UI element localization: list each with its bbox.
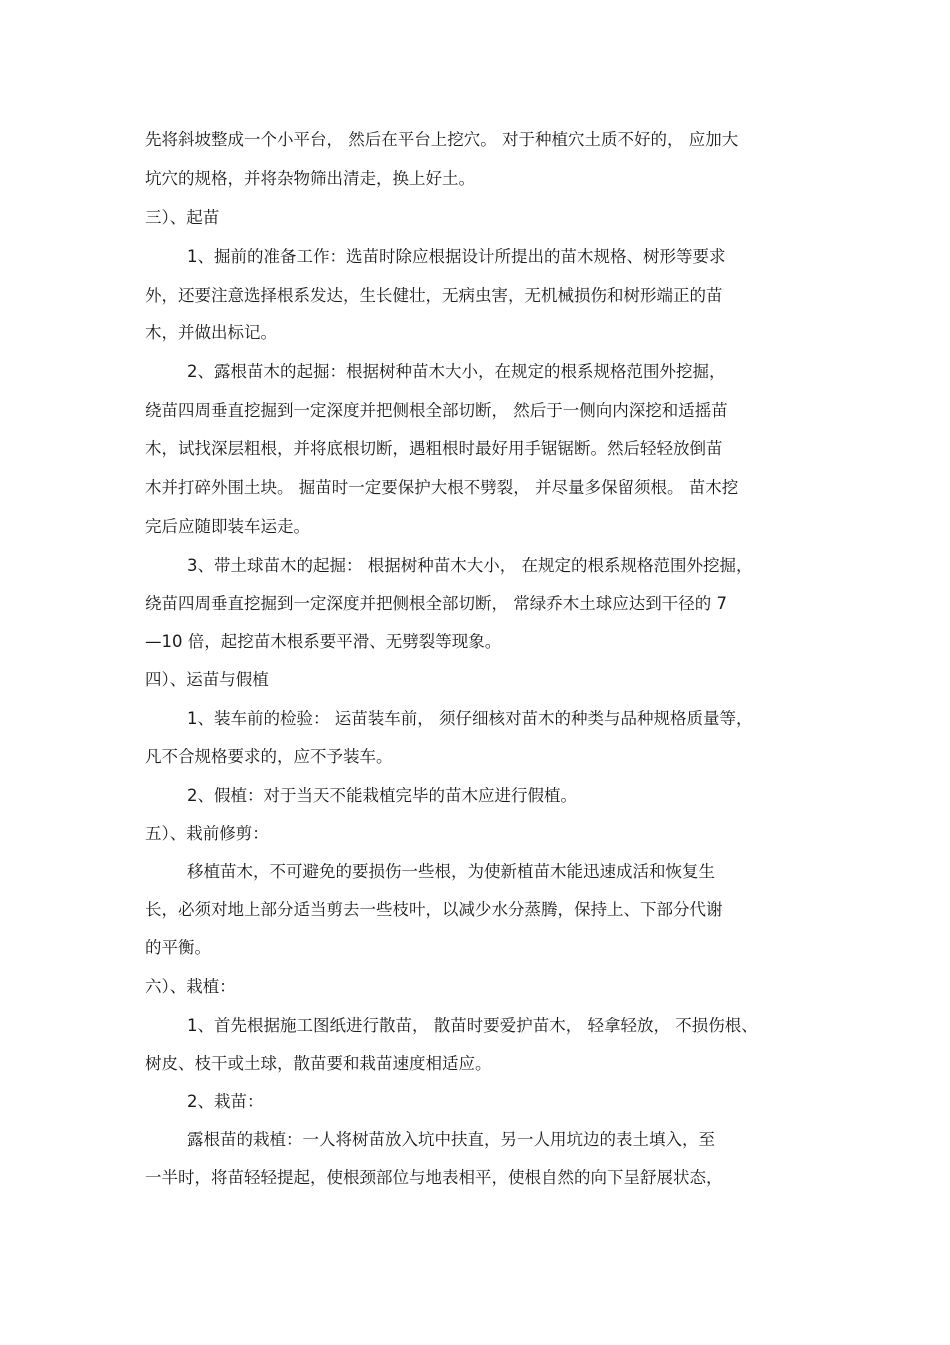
text-line: 先将斜坡整成一个小平台， 然后在平台上挖穴。 对于种植穴土质不好的， 应加大 bbox=[145, 130, 739, 149]
section-heading: 五）、栽前修剪： bbox=[145, 824, 269, 843]
section-heading: 六）、栽植： bbox=[145, 977, 236, 996]
text-line: 1、掘前的准备工作：选苗时除应根据设计所提出的苗木规格、树形等要求 bbox=[187, 247, 726, 266]
text-line: 一半时，将苗轻轻提起，使根颈部位与地表相平，使根自然的向下呈舒展状态， bbox=[145, 1168, 723, 1187]
text-line: 坑穴的规格，并将杂物筛出清走，换上好土。 bbox=[145, 169, 475, 188]
text-line: 2、露根苗木的起掘：根据树种苗木大小，在规定的根系规格范围外挖掘， bbox=[187, 362, 726, 381]
text-line: 凡不合规格要求的，应不予装车。 bbox=[145, 747, 393, 766]
text-line: 露根苗的栽植：一人将树苗放入坑中扶直，另一人用坑边的表土填入，至 bbox=[187, 1130, 715, 1149]
text-line: —10 倍，起挖苗木根系要平滑、无劈裂等现象。 bbox=[145, 632, 502, 651]
text-line: 3、带土球苗木的起掘： 根据树种苗木大小， 在规定的根系规格范围外挖掘， bbox=[187, 556, 753, 575]
section-heading: 三）、起苗 bbox=[145, 208, 220, 227]
text-line: 1、装车前的检验： 运苗装车前， 须仔细核对苗木的种类与品种规格质量等， bbox=[187, 709, 753, 728]
text-line: 木，试找深层粗根，并将底根切断，遇粗根时最好用手锯锯断。然后轻轻放倒苗 bbox=[145, 439, 723, 458]
text-line: 绕苗四周垂直挖掘到一定深度并把侧根全部切断， 常绿乔木土球应达到干径的 7 bbox=[145, 594, 727, 613]
text-line: 外，还要注意选择根系发达，生长健壮，无病虫害，无机械损伤和树形端正的苗 bbox=[145, 286, 723, 305]
text-line: 2、假植：对于当天不能栽植完毕的苗木应进行假植。 bbox=[187, 786, 577, 805]
text-line: 完后应随即装车运走。 bbox=[145, 517, 310, 536]
text-line: 2、栽苗： bbox=[187, 1092, 264, 1111]
text-line: 绕苗四周垂直挖掘到一定深度并把侧根全部切断， 然后于一侧向内深挖和适摇苗 bbox=[145, 401, 728, 420]
text-line: 木，并做出标记。 bbox=[145, 323, 277, 342]
text-line: 长，必须对地上部分适当剪去一些枝叶，以减少水分蒸腾，保持上、下部分代谢 bbox=[145, 900, 723, 919]
text-line: 树皮、枝干或土球，散苗要和栽苗速度相适应。 bbox=[145, 1054, 492, 1073]
text-line: 的平衡。 bbox=[145, 938, 211, 957]
text-line: 1、首先根据施工图纸进行散苗， 散苗时要爱护苗木， 轻拿轻放， 不损伤根、 bbox=[187, 1016, 758, 1035]
text-line: 移植苗木，不可避免的要损伤一些根，为使新植苗木能迅速成活和恢复生 bbox=[187, 862, 715, 881]
text-line: 木并打碎外围土块。 掘苗时一定要保护大根不劈裂， 并尽量多保留须根。 苗木挖 bbox=[145, 478, 739, 497]
section-heading: 四）、运苗与假植 bbox=[145, 670, 269, 689]
